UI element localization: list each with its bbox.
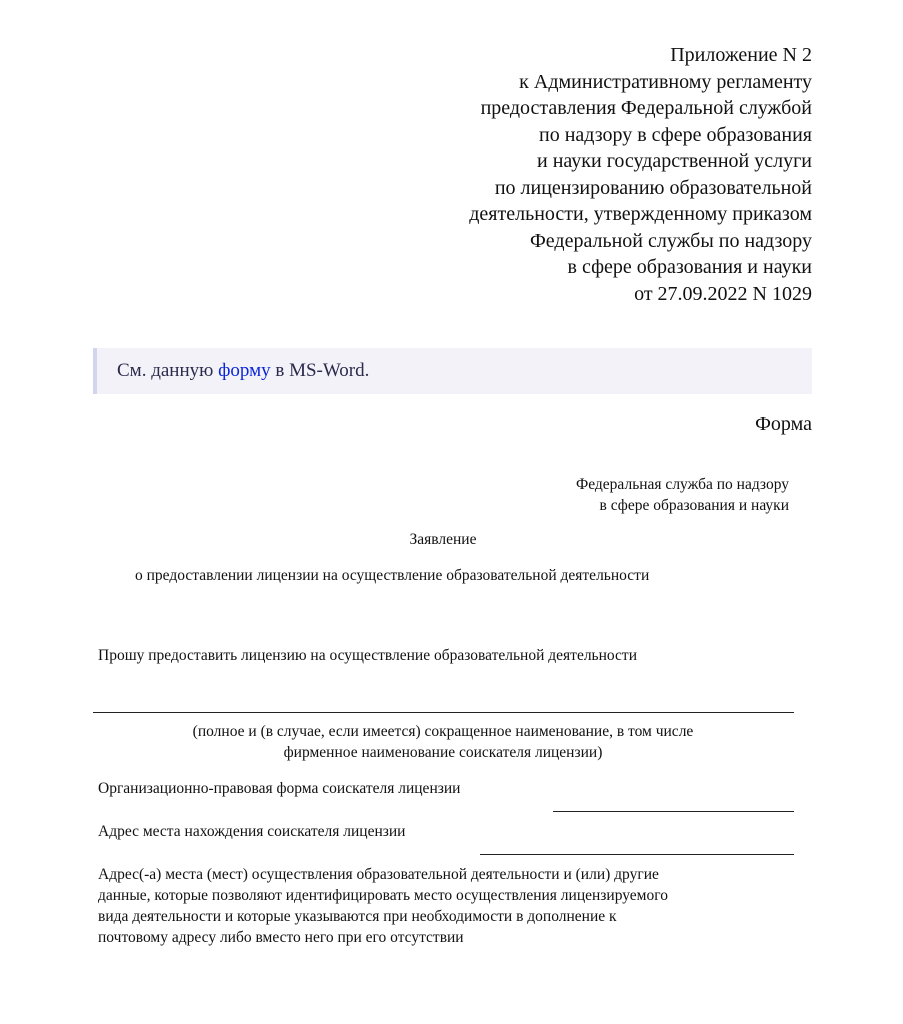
appendix-header	[469, 42, 812, 307]
appendix-line: к Административному регламенту	[519, 70, 812, 93]
appendix-line: деятельности, утвержденному приказом	[469, 203, 812, 225]
note-prefix: См. данную	[117, 360, 219, 381]
applicant-name-line[interactable]	[93, 712, 794, 713]
addressee-line: Федеральная служба по надзору	[576, 476, 789, 493]
org-form-line[interactable]	[553, 811, 794, 812]
activity-address-line: данные, которые позволяют идентифицировать место осуществления лицензируемого	[98, 887, 668, 904]
activity-address-label	[98, 864, 668, 948]
addressee-line: в сфере образования и науки	[599, 497, 789, 514]
document-title: Заявление	[409, 531, 477, 548]
address-label: Адрес места нахождения соискателя лицензии	[98, 823, 406, 840]
activity-address-line: Адрес(-а) места (мест) осуществления образовательной деятельности и (или) другие	[98, 866, 659, 883]
addressee	[576, 474, 789, 516]
applicant-name-caption	[93, 721, 793, 763]
appendix-line: Федеральной службы по надзору	[529, 229, 812, 252]
note-suffix: в MS-Word.	[270, 360, 370, 381]
appendix-line: в сфере образования и науки	[567, 256, 812, 278]
form-label: Форма	[755, 413, 812, 435]
appendix-line: Приложение N 2	[670, 44, 812, 66]
appendix-line: предоставления Федеральной службой	[480, 97, 812, 119]
caption-line: (полное и (в случае, если имеется) сокращенное наименование, в том числе	[192, 723, 694, 740]
appendix-line: от 27.09.2022 N 1029	[634, 282, 812, 305]
request-text: Прошу предоставить лицензию на осуществление образовательной деятельности	[98, 647, 638, 664]
org-form-label: Организационно-правовая форма соискателя лицензии	[98, 780, 461, 797]
appendix-line: по надзору в сфере образования	[539, 123, 812, 146]
caption-line: фирменное наименование соискателя лицензии)	[283, 744, 603, 761]
appendix-line: и науки государственной услуги	[537, 150, 812, 172]
activity-address-line: почтовому адресу либо вместо него при его отсутствии	[98, 929, 464, 946]
appendix-line: по лицензированию образовательной	[494, 176, 812, 199]
form-download-link[interactable]: форму	[218, 360, 271, 381]
activity-address-line: вида деятельности и которые указываются при необходимости в дополнение к	[98, 908, 617, 925]
document-subtitle: о предоставлении лицензии на осуществление образовательной деятельности	[135, 567, 650, 584]
ms-word-note	[93, 348, 812, 394]
address-line[interactable]	[480, 854, 794, 855]
